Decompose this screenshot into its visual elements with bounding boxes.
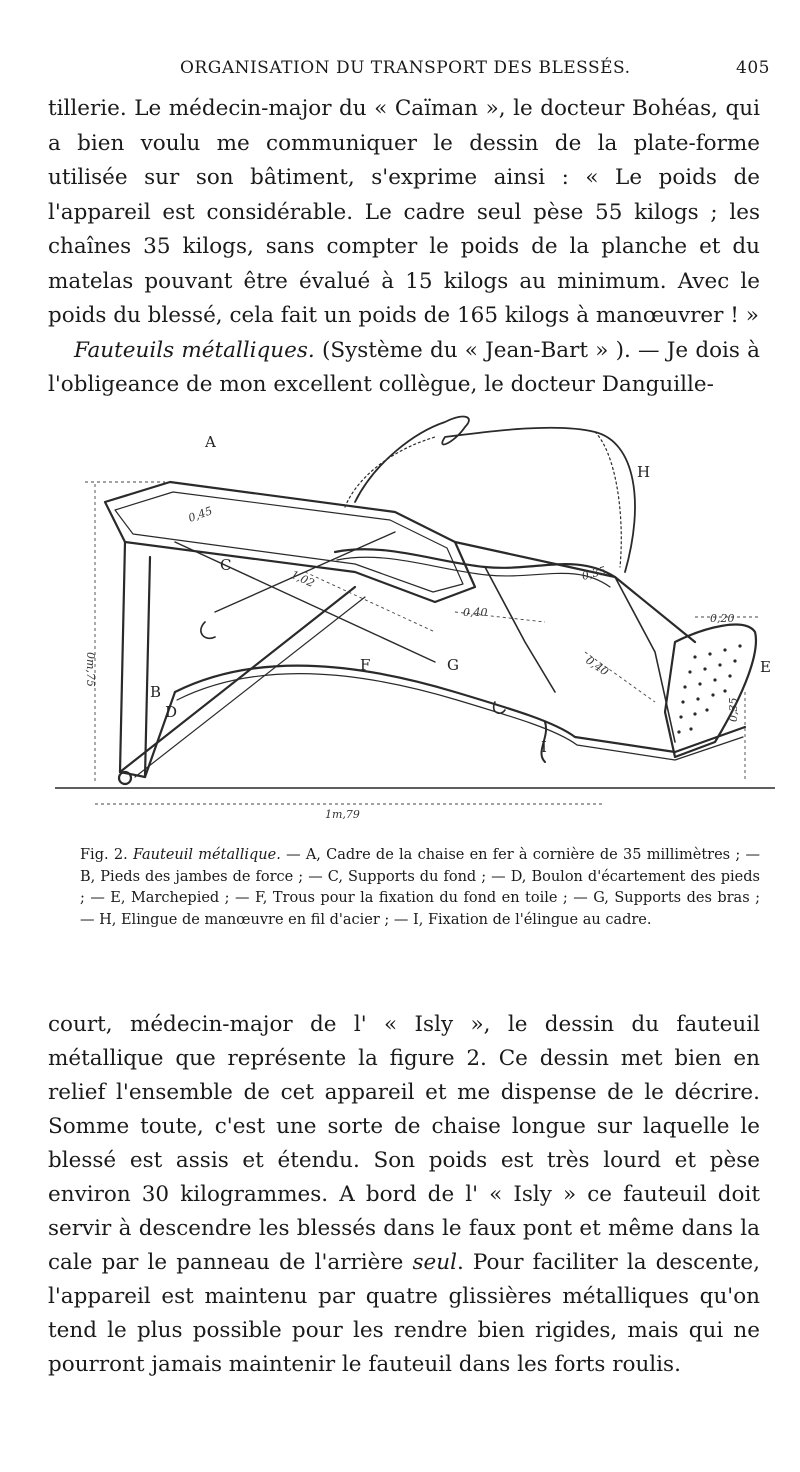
frame-back xyxy=(105,482,475,602)
dimension-lines xyxy=(85,482,760,804)
running-title: ORGANISATION DU TRANSPORT DES BLESSÉS. xyxy=(180,58,631,78)
dim-020: 0,20 xyxy=(710,612,735,625)
dim-035: 0,35 xyxy=(580,563,608,583)
dim-179: 1m,79 xyxy=(325,808,360,821)
label-f: F xyxy=(360,656,371,674)
dim-035-vertical: 0,35 xyxy=(727,697,740,722)
dim-045: 0,45 xyxy=(186,504,215,525)
seat-curve-top xyxy=(335,549,615,577)
paragraph-3-end: . Pour faciliter la descente, l'appareil est maintenu par quatre glissières métalliques qu'on tend le plus possible pour les rendre bien rigides, mais qui ne pourront jamais maintenir le fauteuil dans les forts roulis. xyxy=(48,1250,760,1377)
label-h: H xyxy=(637,463,651,481)
caption-text: — A, Cadre de la chaise en fer à cornière de 35 millimètres ; — B, Pieds des jambes de force ; — C, Supports du fond ; — D, Boulon d'écartement des pieds ; — E, Marchepied ; — F, Trous pour la fixation du fond en toile ; — G, Supports des bras ; — H, Elingue de manœuvre en fil d'acier ; — I, Fixation de l'élingue au cadre. xyxy=(80,847,760,928)
label-a: A xyxy=(205,433,216,451)
paragraph-2: (Système du « Jean-Bart » ). — Je dois à l'obligeance de mon excellent collègue, le docteur Danguille- xyxy=(48,337,760,397)
label-i: I xyxy=(541,738,547,756)
paragraph-bottom xyxy=(48,1008,760,1382)
rail-lower-inner xyxy=(177,674,743,760)
caption-title: Fauteuil métallique. xyxy=(132,847,281,863)
paragraph-top xyxy=(48,92,760,403)
dim-102: 1,02 xyxy=(288,567,317,591)
page-number: 405 xyxy=(736,58,770,78)
sling-h xyxy=(355,417,635,572)
hook-1 xyxy=(201,622,215,638)
paragraph-3: court, médecin-major de l' « Isly », le dessin du fauteuil métallique que représente la figure 2. Ce dessin met bien en relief l'ensemble de cet appareil et me dispense de le décrire. Somme toute, c'est une sorte de chaise longue sur laquelle le blessé est assis et étendu. Son poids est très lourd et pèse environ 30 kilogrammes. A bord de l' « Isly » ce fauteuil doit servir à descendre les blessés dans le faux pont et même dans la cale par le panneau de l'arrière xyxy=(48,1012,760,1275)
caption-prefix: Fig. 2. xyxy=(80,847,128,863)
dim-040a: 0,40 xyxy=(463,606,488,619)
label-c: C xyxy=(220,556,232,574)
figure-fauteuil xyxy=(55,392,775,832)
label-g: G xyxy=(447,656,459,674)
label-d: D xyxy=(165,703,178,721)
paragraph-3-italic: seul xyxy=(412,1250,457,1275)
dim-075: 0m,75 xyxy=(84,652,97,687)
leg-diagonal-inner xyxy=(135,597,365,777)
sling-h-chain-2 xyxy=(595,432,621,567)
dim-040b: 0,40 xyxy=(583,653,611,679)
fauteuil-drawing xyxy=(55,392,775,832)
leg-diagonal xyxy=(120,587,355,772)
rail-upper xyxy=(455,542,695,642)
section-heading-fauteuils: Fauteuils métalliques. xyxy=(74,337,315,363)
label-b: B xyxy=(150,683,162,701)
label-e: E xyxy=(760,658,771,676)
figure-caption xyxy=(80,845,760,931)
arm-support-g xyxy=(485,567,555,692)
running-header xyxy=(60,58,770,88)
paragraph-1: tillerie. Le médecin-major du « Caïman », le docteur Bohéas, qui a bien voulu me communiquer le dessin de la plate-forme utilisée sur son bâtiment, s'exprime ainsi : « Le poids de l'appareil est considérable. Le cadre seul pèse 55 kilogs ; les chaînes 35 kilogs, sans compter le poids de la planche et du matelas pouvant être évalué à 15 kilogs au minimum. Avec le poids du blessé, cela fait un poids de 165 kilogs à manœuvrer ! » xyxy=(48,96,760,328)
leg-back xyxy=(120,542,150,777)
